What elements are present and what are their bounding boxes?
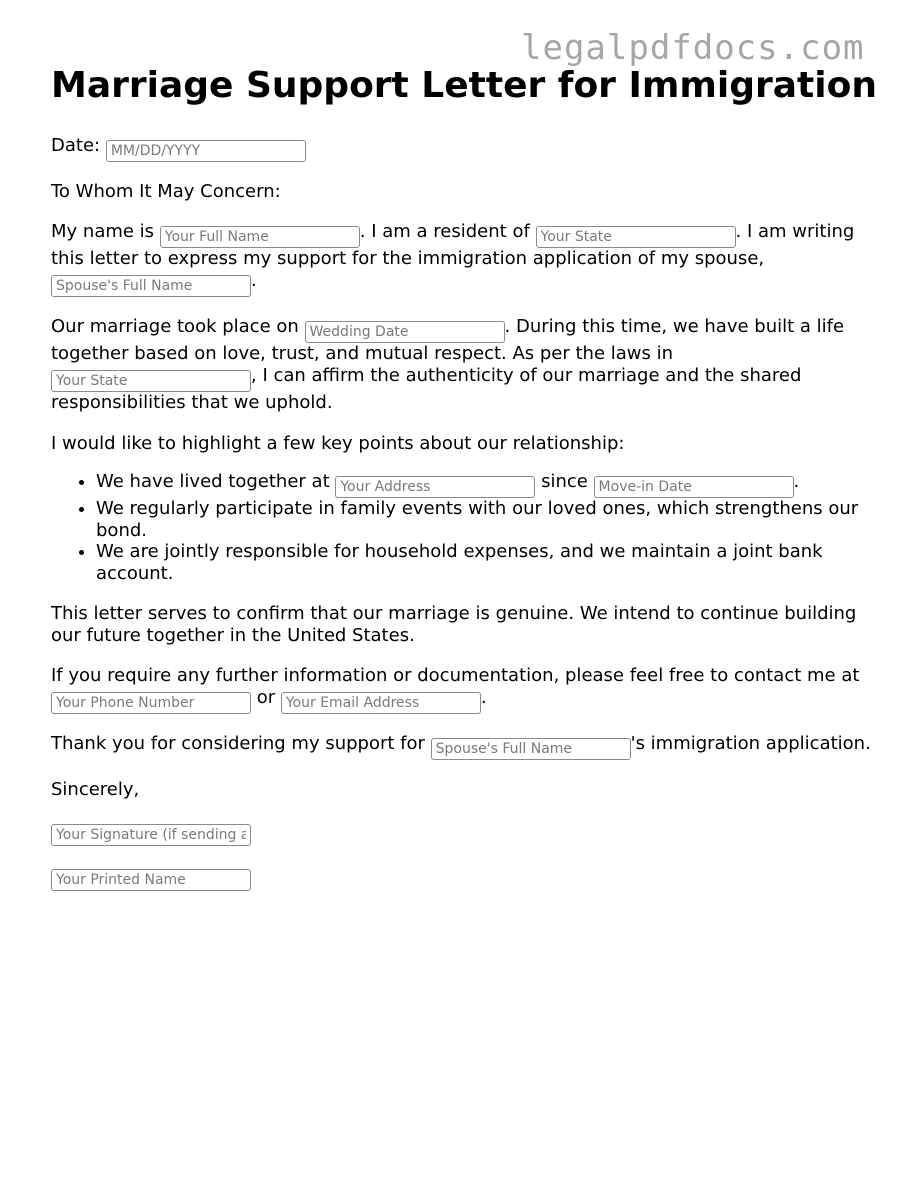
points-lead: I would like to highlight a few key points about our relationship: (51, 433, 625, 454)
point-1-text-1: We have lived together at (96, 471, 336, 492)
page-title: Marriage Support Letter for Immigration (51, 65, 877, 106)
thanks-text-2: 's immigration application. (630, 733, 871, 754)
contact-text-3: . (480, 687, 487, 708)
thanks-text-1: Thank you for considering my support for (51, 733, 431, 754)
signature-row (51, 819, 877, 846)
point-1-text-3: . (793, 471, 800, 492)
contact-text-2: or (251, 687, 281, 708)
intro-text-3: . I am writing this letter to express my support for the immigration application of my spouse, (51, 221, 855, 269)
confirm-paragraph: This letter serves to confirm that our marriage is genuine. We intend to continue building our future together in the United States. (51, 603, 857, 646)
printed-name-row (51, 864, 877, 891)
intro-text-1: My name is (51, 221, 160, 242)
list-item (96, 471, 877, 498)
intro-text-2: . I am a resident of (359, 221, 536, 242)
letter-page (51, 64, 877, 891)
greeting: To Whom It May Concern: (51, 181, 281, 202)
intro-paragraph (51, 221, 877, 297)
thanks-paragraph (51, 733, 877, 760)
date-label: Date: (51, 135, 101, 156)
email-field[interactable] (281, 692, 481, 714)
full-name-field[interactable] (160, 226, 360, 248)
signature-field[interactable] (51, 824, 251, 846)
spouse-name-field-2[interactable] (431, 738, 631, 760)
move-in-date-field[interactable] (594, 476, 794, 498)
wedding-date-field[interactable] (305, 321, 505, 343)
intro-text-4: . (251, 270, 257, 291)
marriage-paragraph (51, 316, 877, 414)
phone-field[interactable] (51, 692, 251, 714)
spouse-name-field[interactable] (51, 275, 251, 297)
marriage-text-1: Our marriage took place on (51, 316, 305, 337)
key-points-list (51, 471, 877, 584)
printed-name-field[interactable] (51, 869, 251, 891)
laws-state-field[interactable] (51, 370, 251, 392)
date-field[interactable] (106, 140, 306, 162)
contact-text-1: If you require any further information or documentation, please feel free to contact me at (51, 665, 860, 686)
address-field[interactable] (335, 476, 535, 498)
state-field[interactable] (536, 226, 736, 248)
contact-paragraph (51, 665, 877, 714)
marriage-text-3: , I can affirm the authenticity of our marriage and the shared responsibilities that we uphold. (51, 365, 802, 413)
point-1-text-2: since (535, 471, 594, 492)
list-item: • We are jointly responsible for household expenses, and we maintain a joint bank account. (96, 541, 877, 584)
closing: Sincerely, (51, 779, 140, 800)
list-item: • We regularly participate in family events with our loved ones, which strengthens our bond. (96, 498, 877, 541)
watermark: legalpdfdocs.com (521, 28, 865, 68)
marriage-text-2: . During this time, we have built a life together based on love, trust, and mutual respect. As per the laws in (51, 316, 845, 364)
date-line (51, 135, 877, 162)
